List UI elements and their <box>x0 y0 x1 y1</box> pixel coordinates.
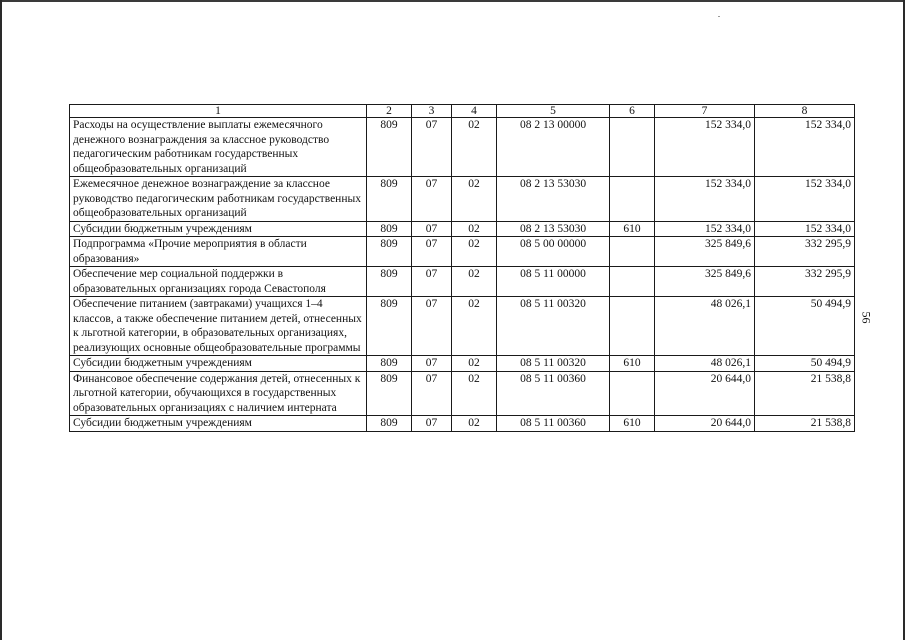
amount-year2-cell: 21 538,8 <box>755 371 855 416</box>
target-article-cell: 08 5 11 00320 <box>497 356 610 372</box>
amount-year2-cell: 332 295,9 <box>755 237 855 267</box>
section-code-cell: 07 <box>412 177 452 222</box>
target-article-cell: 08 2 13 53030 <box>497 177 610 222</box>
column-header: 1 <box>70 105 367 118</box>
column-header: 3 <box>412 105 452 118</box>
target-article-cell: 08 5 11 00000 <box>497 267 610 297</box>
expense-type-cell: 610 <box>610 416 655 432</box>
expense-type-cell <box>610 267 655 297</box>
table-row <box>70 177 855 222</box>
ministry-code-cell: 809 <box>367 416 412 432</box>
scan-speck <box>718 16 720 17</box>
expense-name-cell: Субсидии бюджетным учреждениям <box>70 416 367 432</box>
ministry-code-cell: 809 <box>367 177 412 222</box>
target-article-cell: 08 5 11 00360 <box>497 416 610 432</box>
table-row <box>70 356 855 372</box>
table-row <box>70 118 855 177</box>
column-header: 4 <box>452 105 497 118</box>
subsection-code-cell: 02 <box>452 177 497 222</box>
target-article-cell: 08 5 11 00360 <box>497 371 610 416</box>
target-article-cell: 08 2 13 53030 <box>497 221 610 237</box>
expense-name-cell: Финансовое обеспечение содержания детей, отнесенных к льготной категории, обучающихся в государственных образовательных организациях с наличием интерната <box>70 371 367 416</box>
scan-edge <box>0 0 2 640</box>
section-code-cell: 07 <box>412 221 452 237</box>
column-header: 2 <box>367 105 412 118</box>
subsection-code-cell: 02 <box>452 297 497 356</box>
expense-name-cell: Обеспечение питанием (завтраками) учащихся 1–4 классов, а также обеспечение питанием детей, отнесенных к льготной категории, в образовательных организациях, реализующих основные общеобразовательные программы <box>70 297 367 356</box>
scan-edge <box>0 0 905 2</box>
subsection-code-cell: 02 <box>452 237 497 267</box>
expense-type-cell: 610 <box>610 356 655 372</box>
expense-type-cell <box>610 371 655 416</box>
column-header: 7 <box>655 105 755 118</box>
expense-type-cell <box>610 118 655 177</box>
table-row <box>70 237 855 267</box>
expense-type-cell: 610 <box>610 221 655 237</box>
amount-year2-cell: 21 538,8 <box>755 416 855 432</box>
expense-name-cell: Расходы на осуществление выплаты ежемесячного денежного вознаграждения за классное руководство педагогическим работникам государственных общеобразовательных организаций <box>70 118 367 177</box>
subsection-code-cell: 02 <box>452 267 497 297</box>
subsection-code-cell: 02 <box>452 118 497 177</box>
expense-name-cell: Обеспечение мер социальной поддержки в образовательных организациях города Севастополя <box>70 267 367 297</box>
subsection-code-cell: 02 <box>452 371 497 416</box>
amount-year2-cell: 152 334,0 <box>755 221 855 237</box>
target-article-cell: 08 5 11 00320 <box>497 297 610 356</box>
ministry-code-cell: 809 <box>367 221 412 237</box>
expense-type-cell <box>610 177 655 222</box>
expense-type-cell <box>610 237 655 267</box>
column-header: 6 <box>610 105 655 118</box>
budget-table <box>69 104 855 432</box>
amount-year1-cell: 152 334,0 <box>655 221 755 237</box>
table-row <box>70 297 855 356</box>
amount-year1-cell: 152 334,0 <box>655 177 755 222</box>
table-header-row <box>70 105 855 118</box>
expense-type-cell <box>610 297 655 356</box>
amount-year1-cell: 48 026,1 <box>655 297 755 356</box>
amount-year1-cell: 20 644,0 <box>655 371 755 416</box>
table-row <box>70 221 855 237</box>
table-row <box>70 371 855 416</box>
page-number: 56 <box>859 311 874 324</box>
amount-year1-cell: 20 644,0 <box>655 416 755 432</box>
amount-year2-cell: 332 295,9 <box>755 267 855 297</box>
section-code-cell: 07 <box>412 118 452 177</box>
ministry-code-cell: 809 <box>367 371 412 416</box>
amount-year1-cell: 152 334,0 <box>655 118 755 177</box>
subsection-code-cell: 02 <box>452 356 497 372</box>
ministry-code-cell: 809 <box>367 267 412 297</box>
amount-year2-cell: 152 334,0 <box>755 118 855 177</box>
column-header: 8 <box>755 105 855 118</box>
section-code-cell: 07 <box>412 356 452 372</box>
ministry-code-cell: 809 <box>367 118 412 177</box>
section-code-cell: 07 <box>412 267 452 297</box>
target-article-cell: 08 2 13 00000 <box>497 118 610 177</box>
table-row <box>70 416 855 432</box>
amount-year2-cell: 152 334,0 <box>755 177 855 222</box>
table-row <box>70 267 855 297</box>
expense-name-cell: Субсидии бюджетным учреждениям <box>70 356 367 372</box>
ministry-code-cell: 809 <box>367 356 412 372</box>
amount-year2-cell: 50 494,9 <box>755 356 855 372</box>
subsection-code-cell: 02 <box>452 416 497 432</box>
section-code-cell: 07 <box>412 237 452 267</box>
ministry-code-cell: 809 <box>367 237 412 267</box>
amount-year1-cell: 48 026,1 <box>655 356 755 372</box>
subsection-code-cell: 02 <box>452 221 497 237</box>
target-article-cell: 08 5 00 00000 <box>497 237 610 267</box>
amount-year2-cell: 50 494,9 <box>755 297 855 356</box>
expense-name-cell: Субсидии бюджетным учреждениям <box>70 221 367 237</box>
section-code-cell: 07 <box>412 371 452 416</box>
section-code-cell: 07 <box>412 297 452 356</box>
column-header: 5 <box>497 105 610 118</box>
amount-year1-cell: 325 849,6 <box>655 237 755 267</box>
ministry-code-cell: 809 <box>367 297 412 356</box>
amount-year1-cell: 325 849,6 <box>655 267 755 297</box>
expense-name-cell: Подпрограмма «Прочие мероприятия в области образования» <box>70 237 367 267</box>
expense-name-cell: Ежемесячное денежное вознаграждение за классное руководство педагогическим работникам государственных общеобразовательных организаций <box>70 177 367 222</box>
section-code-cell: 07 <box>412 416 452 432</box>
